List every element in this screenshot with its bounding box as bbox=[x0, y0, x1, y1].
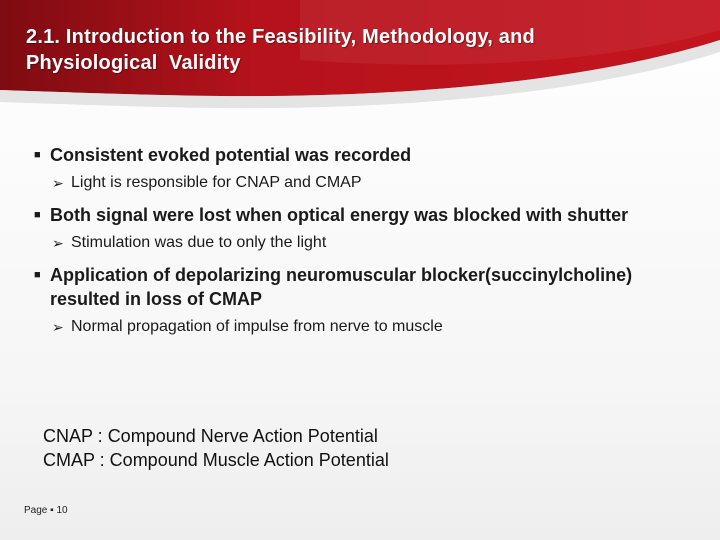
note-line: CNAP : Compound Nerve Action Potential bbox=[43, 426, 378, 446]
square-bullet-icon: ■ bbox=[34, 149, 41, 161]
sub-bullet-text: Stimulation was due to only the light bbox=[71, 234, 327, 251]
bullet-text: Both signal were lost when optical energy was blocked with shutter bbox=[50, 205, 629, 225]
arrow-bullet-icon: ➢ bbox=[52, 235, 64, 251]
square-bullet-icon: ■ bbox=[34, 209, 41, 221]
bullet-item bbox=[34, 263, 664, 311]
square-bullet-icon: ■ bbox=[34, 269, 41, 281]
sub-bullet-item bbox=[34, 317, 664, 337]
arrow-bullet-icon: ➢ bbox=[52, 175, 64, 191]
page-number: Page ▪ 10 bbox=[24, 505, 68, 516]
arrow-bullet-icon: ➢ bbox=[52, 319, 64, 335]
note-line: CMAP : Compound Muscle Action Potential bbox=[43, 450, 389, 470]
slide-title bbox=[26, 24, 686, 76]
sub-bullet-text: Normal propagation of impulse from nerve to muscle bbox=[71, 318, 443, 335]
title-banner bbox=[0, 0, 720, 120]
abbreviation-notes bbox=[43, 424, 389, 472]
bullet-item bbox=[34, 143, 664, 167]
title-line-1: 2.1. Introduction to the Feasibility, Methodology, and bbox=[26, 26, 535, 48]
bullet-list bbox=[34, 143, 664, 347]
sub-bullet-item bbox=[34, 233, 664, 253]
title-line-2: Physiological Validity bbox=[26, 52, 241, 74]
bullet-text: Application of depolarizing neuromuscular blocker(succinylcholine) resulted in loss of CMAP bbox=[50, 265, 633, 309]
sub-bullet-item bbox=[34, 173, 664, 193]
bullet-item bbox=[34, 203, 664, 227]
bullet-text: Consistent evoked potential was recorded bbox=[50, 145, 412, 165]
sub-bullet-text: Light is responsible for CNAP and CMAP bbox=[71, 174, 362, 191]
